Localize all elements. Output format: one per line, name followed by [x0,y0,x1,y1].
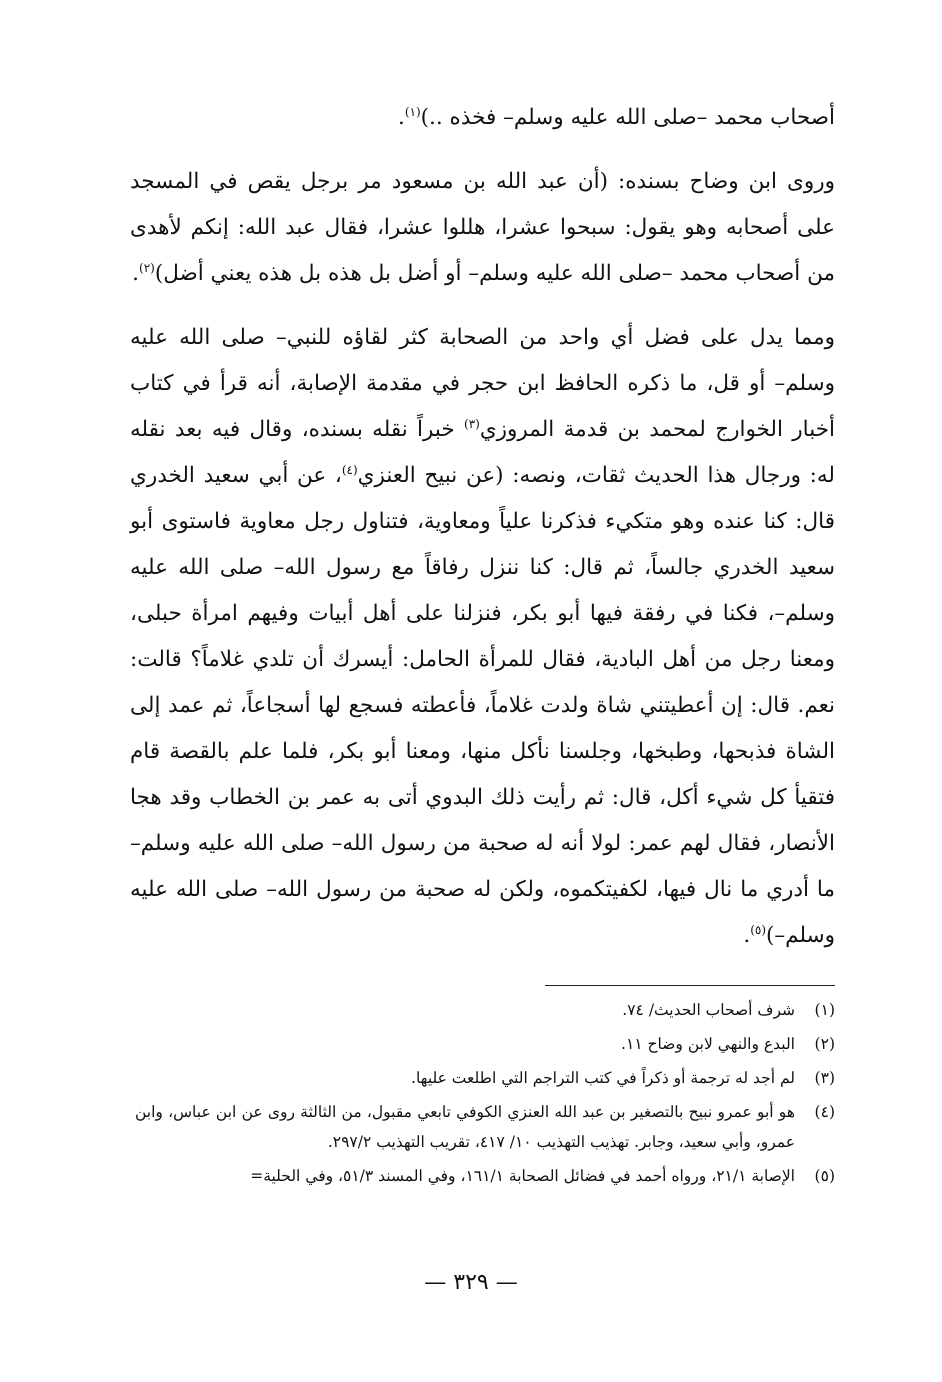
footnote-text: لم أجد له ترجمة أو ذكراً في كتب التراجم التي اطلعت عليها. [411,1069,795,1087]
footnote-ref-5[interactable]: (٥) [750,922,767,937]
footnote-ref-3[interactable]: (٣) [464,416,480,431]
page-number: — ٣٢٩ — [424,1270,518,1295]
paragraph-text-a: ومما يدل على فضل أي واحد من الصحابة كثر لقاؤه للنبي– صلى الله عليه وسلم– أو قل، ما ذكره الحافظ ابن حجر في مقدمة الإصابة، أنه قرأ في كتاب أخبار الخوارج لمحمد بن قدمة المروزي [130,325,835,442]
footnote-number: (١) [814,1001,835,1019]
paragraph-abu-said: ومما يدل على فضل أي واحد من الصحابة كثر لقاؤه للنبي– صلى الله عليه وسلم– أو قل، ما ذكره الحافظ ابن حجر في مقدمة الإصابة، أنه قرأ في كتاب أخبار الخوارج لمحمد بن قدمة المروزي$^{(٣)}$ خبراً نقله بسنده، وقال فيه بعد نقله له: ورجال هذا الحديث ثقات، ونصه: (عن نبيح العنزي$^{(٤)}$، عن أبي سعيد الخدري قال: كنا عنده وهو متكيء فذكرنا علياً ومعاوية، فتناول رجل معاوية فاستوى أبو سعيد الخدري جالساً، ثم قال: كنا ننزل رفاقاً مع رسول الله– صلى الله عليه وسلم–، فكنا في رفقة فيها أبو بكر، فنزلنا على أهل أبيات وفيهم امرأة حبلى، ومعنا رجل من أهل البادية، فقال للمرأة الحامل: أيسرك أن تلدي غلاماً؟ قالت: نعم. قال: إن أعطيتني شاة ولدت غلاماً، فأعطته فسجع لها أسجاعاً، ثم عمد إلى الشاة فذبحها، وطبخها، وجلسنا نأكل منها، ومعنا أبو بكر، فلما علم بالقصة قام فتقيأ كل شيء أكل، قال: ثم رأيت ذلك البدوي أتى به عمر بن الخطاب وقد هجا الأنصار، فقال لهم عمر: لولا أنه له صحبة من رسول الله– صلى الله عليه وسلم– ما أدري ما نال فيها، لكفيتكموه، ولكن له صحبة من رسول الله– صلى الله عليه وسلم–)$^{(٥)}$. [130,325,835,948]
footnote-text: الإصابة ٢١/١، ورواه أحمد في فضائل الصحابة ١٦١/١، وفي المسند ٥١/٣، وفي الحلية= [250,1167,795,1185]
footnote-5 [135,1161,835,1191]
footnote-2 [135,1029,835,1059]
paragraph-ibn-waddah: وروى ابن وضاح بسنده: (أن عبد الله بن مسعود مر برجل يقص في المسجد على أصحابه وهو يقول: سبحوا عشرا، هللوا عشرا، فقال عبد الله: إنكم لأهدى من أصحاب محمد –صلى الله عليه وسلم– أو أضل بل هذه بل هذه يعني أضل)$^{(٢)}$. [130,169,835,286]
paragraph-text-b: خبراً نقله بسنده، وقال فيه بعد نقله له: ورجال هذا الحديث ثقات، ونصه: (عن نبيح العنزي [130,417,835,488]
paragraph-text-c: ، عن أبي سعيد الخدري قال: كنا عنده وهو متكيء فذكرنا علياً ومعاوية، فتناول رجل معاوية فاستوى أبو سعيد الخدري جالساً، ثم قال: كنا ننزل رفاقاً مع رسول الله– صلى الله عليه وسلم–، فكنا في رفقة فيها أبو بكر، فنزلنا على أهل أبيات وفيهم امرأة حبلى، ومعنا رجل من أهل البادية، فقال للمرأة الحامل: أيسرك أن تلدي غلاماً؟ قالت: نعم. قال: إن أعطيتني شاة ولدت غلاماً، فأعطته فسجع لها أسجاعاً، ثم عمد إلى الشاة فذبحها، وطبخها، وجلسنا نأكل منها، ومعنا أبو بكر، فلما علم بالقصة قام فتقيأ كل شيء أكل، قال: ثم رأيت ذلك البدوي أتى به عمر بن الخطاب وقد هجا الأنصار، فقال لهم عمر: لولا أنه له صحبة من رسول الله– صلى الله عليه وسلم– ما أدري ما نال فيها، لكفيتكموه، ولكن له صحبة من رسول الله– صلى الله عليه وسلم–) [130,463,835,948]
footnote-number: (٥) [814,1167,835,1185]
footnote-ref-4[interactable]: (٤) [341,462,358,477]
footnote-4 [135,1097,835,1157]
paragraph-continuation: أصحاب محمد –صلى الله عليه وسلم– فخذه ..)$^{(١)}$. [397,104,835,130]
footnote-number: (٣) [814,1069,835,1087]
footnote-1 [135,995,835,1025]
footnote-text: البدع والنهي لابن وضاح ١١. [621,1035,795,1053]
text-line: أصحاب محمد –صلى الله عليه وسلم– فخذه ..) [420,105,835,130]
footnote-number: (٤) [814,1103,835,1121]
footnote-text: شرف أصحاب الحديث/ ٧٤. [622,1001,795,1019]
paragraph-text: وروى ابن وضاح بسنده: (أن عبد الله بن مسعود مر برجل يقص في المسجد على أصحابه وهو يقول: سبحوا عشرا، هللوا عشرا، فقال عبد الله: إنكم لأهدى من أصحاب محمد –صلى الله عليه وسلم– أو أضل بل هذه بل هذه يعني أضل) [130,169,835,286]
footnote-number: (٢) [814,1035,835,1053]
footnotes [135,995,835,1195]
page-body [130,95,835,977]
footnote-text: هو أبو عمرو نبيح بالتصغير بن عبد الله العنزي الكوفي تابعي مقبول، من الثالثة روى عن ابن عباس، وابن عمرو، وأبي سعيد، وجابر. تهذيب التهذيب ١٠/ ٤١٧، تقريب التهذيب ٢٩٧/٢. [135,1103,795,1151]
footnote-3 [135,1063,835,1093]
footnote-ref-2[interactable]: (٢) [139,260,155,275]
footnote-separator [545,985,835,986]
footnote-ref-1[interactable]: (١) [404,104,421,119]
